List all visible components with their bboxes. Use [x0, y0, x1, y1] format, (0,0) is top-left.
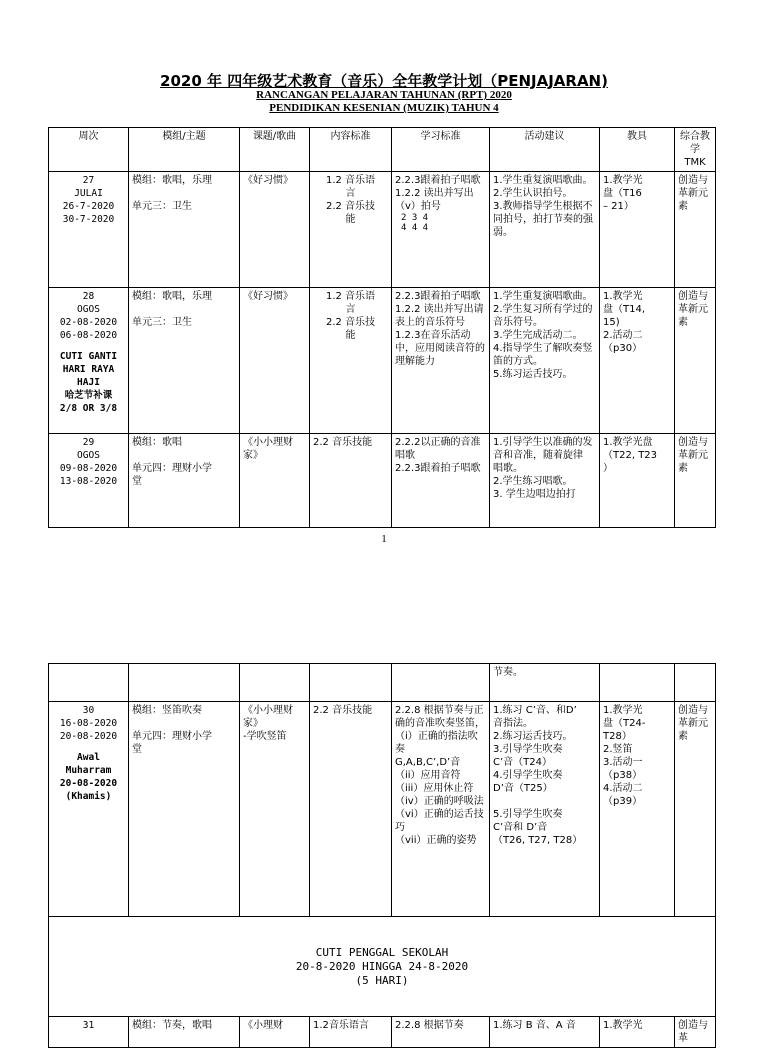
- topic-cell: 《小小理财家》 -学吹竖笛: [240, 702, 310, 917]
- table-row: [49, 1017, 716, 1048]
- tmk-cell: 创造与革新元素: [675, 702, 716, 917]
- column-header-content-standard: 内容标准: [310, 128, 392, 172]
- learning-standard-text: 2.2.3跟着拍子唱歌 1.2.2 读出并写出 （v）拍号: [395, 175, 481, 212]
- week-cell: [49, 664, 129, 702]
- topic-cell: 《小理财: [240, 1017, 310, 1048]
- activities-cell: 1.学生重复演唱歌曲。 2.学生复习所有学过的音乐符号。 3.学生完成活动二。 4.指导学生了解吹奏竖笛的方式。 5.练习运舌技巧。: [490, 288, 600, 434]
- learning-standard-cell: [392, 172, 490, 288]
- document-subtitle-subject: PENDIDIKAN KESENIAN (MUZIK) TAHUN 4: [269, 102, 499, 114]
- topic-cell: 《好习惯》: [240, 288, 310, 434]
- holiday-note-line: HAJI: [77, 377, 100, 388]
- learning-standard-cell: 2.2.8 根据节奏: [392, 1017, 490, 1048]
- materials-cell: 1.教学光 盘（T16 – 21）: [600, 172, 675, 288]
- week-end-date: 06-08-2020: [59, 330, 118, 341]
- holiday-row: [49, 917, 716, 1017]
- tmk-cell: [675, 664, 716, 702]
- module-cell: 模组：竖笛吹奏 单元四：理财小学 堂: [129, 702, 240, 917]
- holiday-note-line: Awal: [77, 752, 100, 763]
- holiday-note-line: 20-08-2020: [59, 778, 118, 789]
- week-number: 30: [82, 705, 95, 716]
- tmk-cell: 创造与革新元素: [675, 288, 716, 434]
- topic-cell: 《小小理财家》: [240, 434, 310, 528]
- materials-cell: [600, 664, 675, 702]
- table-row: [49, 288, 716, 434]
- document-title: 2020 年 四年级艺术教育（音乐）全年教学计划（PENJAJARAN): [160, 72, 608, 90]
- week-month: JULAI: [74, 188, 103, 199]
- module-cell: 模组：歌唱 单元四：理财小学 堂: [129, 434, 240, 528]
- learning-standard-cell: 2.2.2以正确的音准唱歌 2.2.3跟着拍子唱歌: [392, 434, 490, 528]
- learning-standard-cell: [392, 664, 490, 702]
- holiday-note-line: HARI RAYA: [62, 364, 115, 375]
- lesson-plan-table-continued: [48, 663, 716, 1048]
- column-header-module: 模组/主题: [129, 128, 240, 172]
- holiday-note-line: Muharram: [65, 765, 112, 776]
- module-cell: 模组：歌唱，乐理 单元三：卫生: [129, 172, 240, 288]
- week-end-date: 13-08-2020: [59, 476, 118, 487]
- time-signature-bottom: 4 4 4: [401, 223, 429, 233]
- activities-cell: 节奏。: [490, 664, 600, 702]
- content-standard-cell: 2.2 音乐技能: [310, 702, 392, 917]
- week-cell: 31: [49, 1017, 129, 1048]
- activities-cell: 1.引导学生以准确的发 音和音准，随着旋律 唱歌。 2.学生练习唱歌。 3. 学生边唱边拍打: [490, 434, 600, 528]
- module-cell: 模组：歌唱，乐理 单元三：卫生: [129, 288, 240, 434]
- week-end-date: 20-08-2020: [59, 731, 118, 742]
- table-row-continuation: [49, 664, 716, 702]
- week-start-date: 16-08-2020: [59, 718, 118, 729]
- column-header-learning-standard: 学习标准: [392, 128, 490, 172]
- activities-cell: 1.学生重复演唱歌曲。 2.学生认识拍号。 3.教师指导学生根据不同拍号，拍打节奏的强弱。: [490, 172, 600, 288]
- content-standard-cell: 1.2 音乐语 言 2.2 音乐技 能: [310, 172, 392, 288]
- column-header-materials: 教具: [600, 128, 675, 172]
- column-header-week: 周次: [49, 128, 129, 172]
- table-row: [49, 702, 716, 917]
- holiday-note-line: CUTI GANTI: [59, 351, 118, 362]
- learning-standard-cell: 2.2.3跟着拍子唱歌 1.2.2 读出并写出请表上的音乐符号 1.2.3在音乐活动中，应用阅读音符的理解能力: [392, 288, 490, 434]
- time-signature-top: 2 3 4: [401, 213, 429, 223]
- holiday-note-line: (Khamis): [65, 791, 112, 802]
- materials-cell: 1.教学光 盘（T14, 15) 2.活动二 （p30）: [600, 288, 675, 434]
- table-row: [49, 172, 716, 288]
- week-cell: [49, 434, 129, 528]
- tmk-cell: 创造与革: [675, 1017, 716, 1048]
- content-standard-cell: 2.2 音乐技能: [310, 434, 392, 528]
- week-number: 29: [82, 437, 95, 448]
- week-start-date: 26-7-2020: [62, 201, 115, 212]
- module-cell: [129, 664, 240, 702]
- tmk-cell: 创造与革新元素: [675, 434, 716, 528]
- school-holiday-banner: CUTI PENGGAL SEKOLAH 20-8-2020 HINGGA 24-8-2020 (5 HARI): [49, 917, 716, 1017]
- activities-cell: 1.练习 C’音、和D’ 音指法。 2.练习运舌技巧。 3.引导学生吹奏 C’音（T24） 4.引导学生吹奏 D’音（T25） 5.引导学生吹奏 C’音和 D’音 （T26, T27, T28）: [490, 702, 600, 917]
- activities-cell: 1.练习 B 音、A 音: [490, 1017, 600, 1048]
- week-start-date: 09-08-2020: [59, 463, 118, 474]
- table-header-row: [49, 128, 716, 172]
- week-number: 28: [82, 291, 95, 302]
- module-cell: 模组：节奏，歌唱: [129, 1017, 240, 1048]
- column-header-topic: 课题/歌曲: [240, 128, 310, 172]
- week-month: OGOS: [77, 304, 100, 315]
- week-month: OGOS: [77, 450, 100, 461]
- holiday-note-line: 哈芝节补课: [64, 390, 113, 401]
- week-cell: [49, 702, 129, 917]
- content-standard-cell: [310, 664, 392, 702]
- lesson-plan-table: [48, 127, 716, 528]
- page-number: 1: [381, 533, 387, 545]
- column-header-tmk: 综合教学 TMK: [675, 128, 716, 172]
- week-number: 27: [82, 175, 95, 186]
- week-cell: [49, 172, 129, 288]
- week-cell: [49, 288, 129, 434]
- topic-cell: 《好习惯》: [240, 172, 310, 288]
- tmk-cell: 创造与革新元素: [675, 172, 716, 288]
- materials-cell: 1.教学光: [600, 1017, 675, 1048]
- week-start-date: 02-08-2020: [59, 317, 118, 328]
- materials-cell: 1.教学光 盘（T24- T28） 2.竖笛 3.活动一 （p38） 4.活动二 （p39）: [600, 702, 675, 917]
- content-standard-cell: 1.2音乐语言: [310, 1017, 392, 1048]
- content-standard-cell: 1.2 音乐语 言 2.2 音乐技 能: [310, 288, 392, 434]
- week-end-date: 30-7-2020: [62, 214, 115, 225]
- holiday-note-line: 2/8 OR 3/8: [59, 403, 118, 414]
- table-row: [49, 434, 716, 528]
- materials-cell: 1.教学光盘 （T22, T23 ）: [600, 434, 675, 528]
- learning-standard-cell: 2.2.8 根据节奏与正确的音准吹奏竖笛， （i）正确的指法吹奏 G,A,B,C’,D’音 （ii）应用音符 （iii）应用休止符 （iv）正确的呼吸法 （vi）正确的运舌技巧 （vii）正确的姿势: [392, 702, 490, 917]
- topic-cell: [240, 664, 310, 702]
- document-subtitle-rpt: RANCANGAN PELAJARAN TAHUNAN (RPT) 2020: [256, 89, 512, 101]
- column-header-activities: 活动建议: [490, 128, 600, 172]
